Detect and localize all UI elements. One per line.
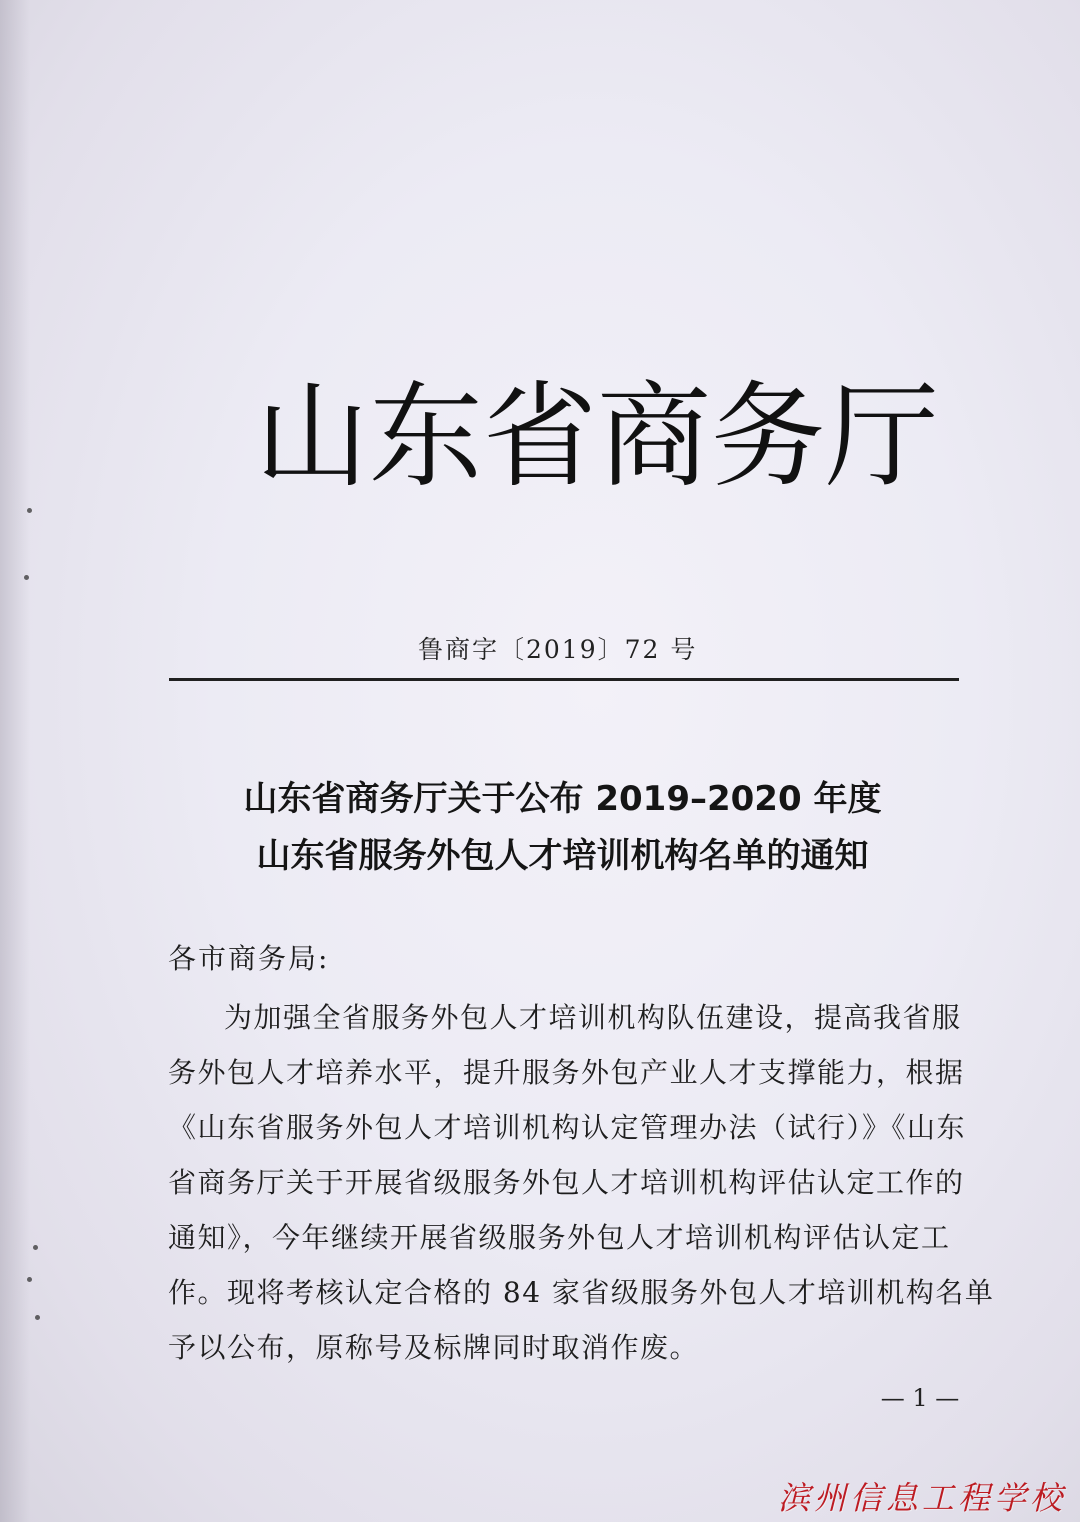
issuing-agency-title (255, 370, 940, 503)
salutation: 各市商务局: (168, 942, 330, 975)
binding-hole-mark (35, 1315, 40, 1320)
header-divider (169, 678, 959, 681)
agency-title-char: 务 (711, 370, 826, 503)
body-line: 予以公布，原称号及标牌同时取消作废。 (168, 1331, 700, 1364)
body-line: 为加强全省服务外包人才培训机构队伍建设，提高我省服 (224, 1001, 962, 1034)
page-number: — 1 — (880, 1384, 960, 1412)
binding-hole-mark (33, 1245, 38, 1250)
agency-title-char: 东 (369, 370, 484, 503)
agency-title-char: 省 (483, 370, 598, 503)
document-number: 鲁商字〔2019〕72 号 (418, 635, 698, 664)
body-line: 《山东省服务外包人才培训机构认定管理办法（试行）》《山东 (168, 1111, 967, 1144)
agency-title-char: 厅 (825, 370, 940, 503)
body-line: 作。现将考核认定合格的 84 家省级服务外包人才培训机构名单 (168, 1276, 995, 1309)
binding-hole-mark (27, 508, 32, 513)
page-shadow (0, 0, 30, 1522)
body-line: 通知》，今年继续开展省级服务外包人才培训机构评估认定工 (168, 1221, 951, 1254)
body-line: 省商务厅关于开展省级服务外包人才培训机构评估认定工作的 (168, 1166, 965, 1199)
notice-title-line: 山东省商务厅关于公布 2019–2020 年度 (243, 779, 882, 819)
body-line: 务外包人才培养水平，提升服务外包产业人才支撑能力，根据 (168, 1056, 965, 1089)
binding-hole-mark (24, 575, 29, 580)
notice-title (170, 771, 955, 885)
agency-title-char: 商 (597, 370, 712, 503)
notice-body (168, 990, 995, 1375)
binding-hole-mark (27, 1277, 32, 1282)
notice-title-line: 山东省服务外包人才培训机构名单的通知 (256, 836, 869, 876)
agency-title-char: 山 (255, 370, 370, 503)
school-watermark: 滨州信息工程学校 (777, 1479, 1066, 1517)
